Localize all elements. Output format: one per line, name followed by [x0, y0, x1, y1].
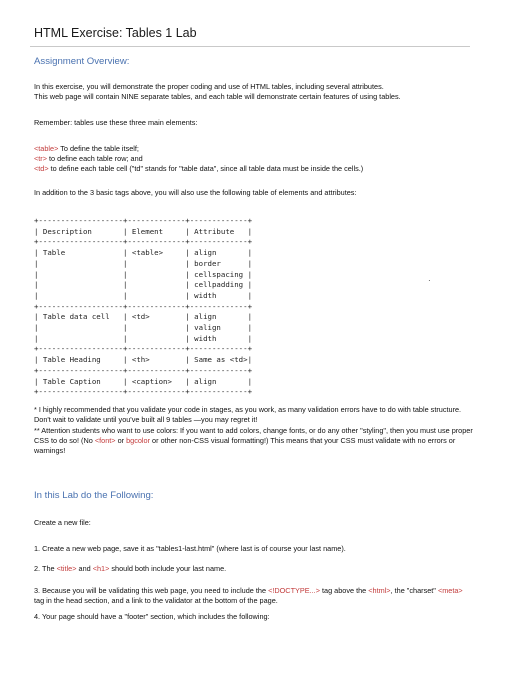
ascii-row: +-------------------+-------------+-------------+ [34, 237, 253, 247]
ascii-row: | Table data cell | <td> | align | [34, 312, 253, 322]
stray-mark: · [428, 276, 431, 285]
title-tag: <title> [56, 564, 77, 573]
page-title: HTML Exercise: Tables 1 Lab [34, 26, 197, 40]
step-3-text-c: , the "charset" [390, 586, 438, 595]
step-2-text-c: should both include your last name. [109, 564, 227, 573]
meta-tag: <meta> [437, 586, 463, 595]
element-item-tr [34, 154, 474, 164]
table-tag-desc: To define the table itself; [58, 144, 139, 153]
ascii-row: +-------------------+-------------+-------------+ [34, 301, 253, 311]
tr-tag-desc: to define each table row; and [46, 154, 143, 163]
element-item-td [34, 164, 474, 174]
lab-heading: In this Lab do the Following: [34, 490, 154, 501]
css-note-text-b: or [115, 436, 127, 445]
font-tag: <font> [94, 436, 116, 445]
html-tag: <html> [368, 586, 391, 595]
ascii-row: | Table Heading | <th> | Same as <td>| [34, 355, 253, 365]
step-1: 1. Create a new web page, save it as "tables1-last.html" (where last is of course your last name). [34, 544, 346, 553]
css-note-text-a: ** Attention students who want to use colors: If you want to add colors, change fonts, or do any other "styling", then you must use proper CSS to do so! (No [34, 426, 473, 445]
ascii-row: +-------------------+-------------+-------------+ [34, 216, 253, 225]
ascii-row: +-------------------+-------------+-------------+ [34, 365, 253, 375]
intro-line-1: In this exercise, you will demonstrate the proper coding and use of HTML tables, including several attributes. [34, 82, 384, 91]
ascii-row: | | | valign | [34, 323, 253, 333]
td-tag: <td> [34, 164, 49, 173]
intro-line-2: This web page will contain NINE separate tables, and each table will demonstrate certain features of using tables. [34, 92, 401, 101]
tr-tag: <tr> [34, 154, 47, 163]
overview-heading: Assignment Overview: [34, 56, 130, 67]
ascii-row: | | | cellpadding | [34, 280, 253, 290]
step-3 [34, 586, 474, 606]
step-3-text-b: tag above the [319, 586, 369, 595]
element-item-table [34, 144, 474, 154]
bgcolor-attr: bgcolor [126, 436, 151, 445]
step-2 [34, 564, 474, 574]
create-file-line: Create a new file: [34, 518, 91, 527]
css-note-text-c: or other non-CSS visual formatting!) This means that your CSS must validate with no errors or warnings! [34, 436, 456, 455]
title-divider [30, 46, 470, 47]
ascii-row: | | | border | [34, 258, 253, 268]
css-note [34, 426, 474, 456]
ascii-elements-table [34, 216, 252, 398]
validation-note: * I highly recommended that you validate your code in stages, as you work, as many validation errors have to do with table structure. Don't wait to validate until you've built all 9 tables —you may regret it! [34, 405, 462, 424]
step-3-text-d: tag in the head section, and a link to the validator at the bottom of the page. [34, 596, 278, 605]
td-tag-desc: to define each table cell ("td" stands for "table data", since all table data must be inside the cells.) [48, 164, 364, 173]
ascii-row: +-------------------+-------------+-------------+ [34, 387, 253, 397]
addition-line: In addition to the 3 basic tags above, you will also use the following table of elements and attributes: [34, 188, 357, 197]
ascii-row: | | | width | [34, 290, 253, 300]
step-3-text-a: 3. Because you will be validating this web page, you need to include the [34, 586, 269, 595]
table-tag: <table> [34, 144, 59, 153]
ascii-row: | Table Caption | <caption> | align | [34, 376, 253, 386]
doctype-tag: <!DOCTYPE...> [268, 586, 320, 595]
ascii-row: | Description | Element | Attribute | [34, 226, 253, 236]
step-2-text-a: 2. The [34, 564, 57, 573]
remember-line: Remember: tables use these three main elements: [34, 118, 198, 127]
ascii-row: +-------------------+-------------+-------------+ [34, 344, 253, 354]
step-4: 4. Your page should have a "footer" section, which includes the following: [34, 612, 270, 621]
step-2-text-b: and [76, 564, 93, 573]
ascii-row: | | | cellspacing | [34, 269, 253, 279]
ascii-row: | | | width | [34, 333, 253, 343]
h1-tag: <h1> [92, 564, 110, 573]
ascii-row: | Table | <table> | align | [34, 248, 253, 258]
